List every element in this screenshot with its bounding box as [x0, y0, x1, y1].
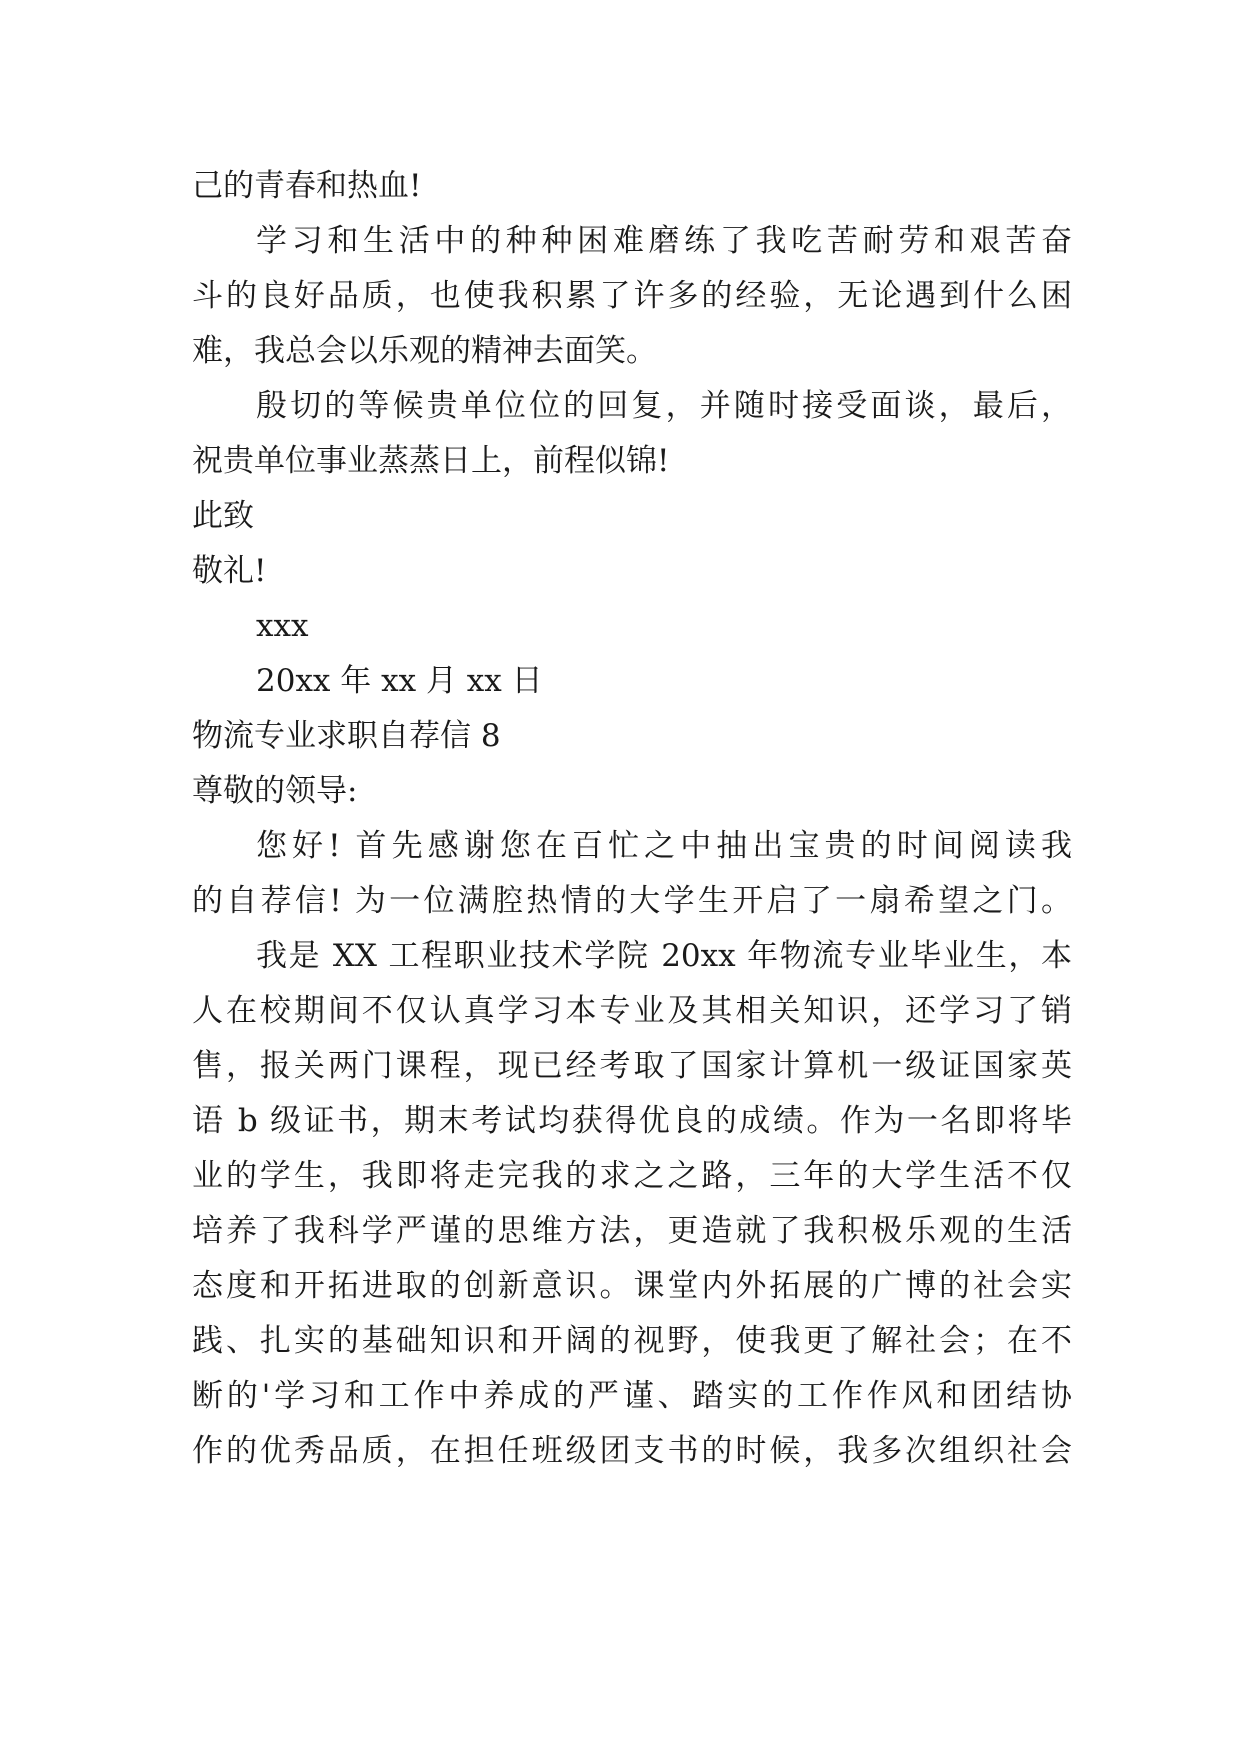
signature-name: xxx [256, 608, 309, 644]
salutation-line: 敬礼! [192, 553, 267, 589]
text-line: 作的优秀品质，在担任班级团支书的时候，我多次组织社会 [192, 1433, 1072, 1469]
text-line: 的自荐信! 为一位满腔热情的大学生开启了一扇希望之门。 [192, 883, 1072, 919]
text-line: 己的青春和热血! [192, 168, 422, 204]
paragraph-first-line: 我是 XX 工程职业技术学院 20xx 年物流专业毕业生，本 [256, 938, 1072, 974]
text-line: 践、扎实的基础知识和开阔的视野，使我更了解社会；在不 [192, 1323, 1072, 1359]
text-line: 祝贵单位事业蒸蒸日上，前程似锦! [192, 443, 670, 479]
text-line: 断的'学习和工作中养成的严谨、踏实的工作作风和团结协 [192, 1378, 1072, 1414]
greeting-line: 尊敬的领导: [192, 773, 358, 809]
text-line: 斗的良好品质，也使我积累了许多的经验，无论遇到什么困 [192, 278, 1072, 314]
text-line: 人在校期间不仅认真学习本专业及其相关知识，还学习了销 [192, 993, 1072, 1029]
text-line: 难，我总会以乐观的精神去面笑。 [192, 333, 657, 369]
text-line: 业的学生，我即将走完我的求之之路，三年的大学生活不仅 [192, 1158, 1072, 1194]
text-line: 售，报关两门课程，现已经考取了国家计算机一级证国家英 [192, 1048, 1072, 1084]
paragraph-first-line: 您好! 首先感谢您在百忙之中抽出宝贵的时间阅读我 [256, 828, 1072, 864]
text-line: 语 b 级证书，期末考试均获得优良的成绩。作为一名即将毕 [192, 1103, 1072, 1139]
text-line: 态度和开拓进取的创新意识。课堂内外拓展的广博的社会实 [192, 1268, 1072, 1304]
paragraph-first-line: 学习和生活中的种种困难磨练了我吃苦耐劳和艰苦奋 [256, 223, 1072, 259]
closing-line: 此致 [192, 498, 254, 534]
signature-date: 20xx 年 xx 月 xx 日 [256, 663, 543, 699]
letter-title: 物流专业求职自荐信 8 [192, 718, 501, 754]
text-line: 培养了我科学严谨的思维方法，更造就了我积极乐观的生活 [192, 1213, 1072, 1249]
paragraph-first-line: 殷切的等候贵单位位的回复，并随时接受面谈，最后， [256, 388, 1072, 424]
